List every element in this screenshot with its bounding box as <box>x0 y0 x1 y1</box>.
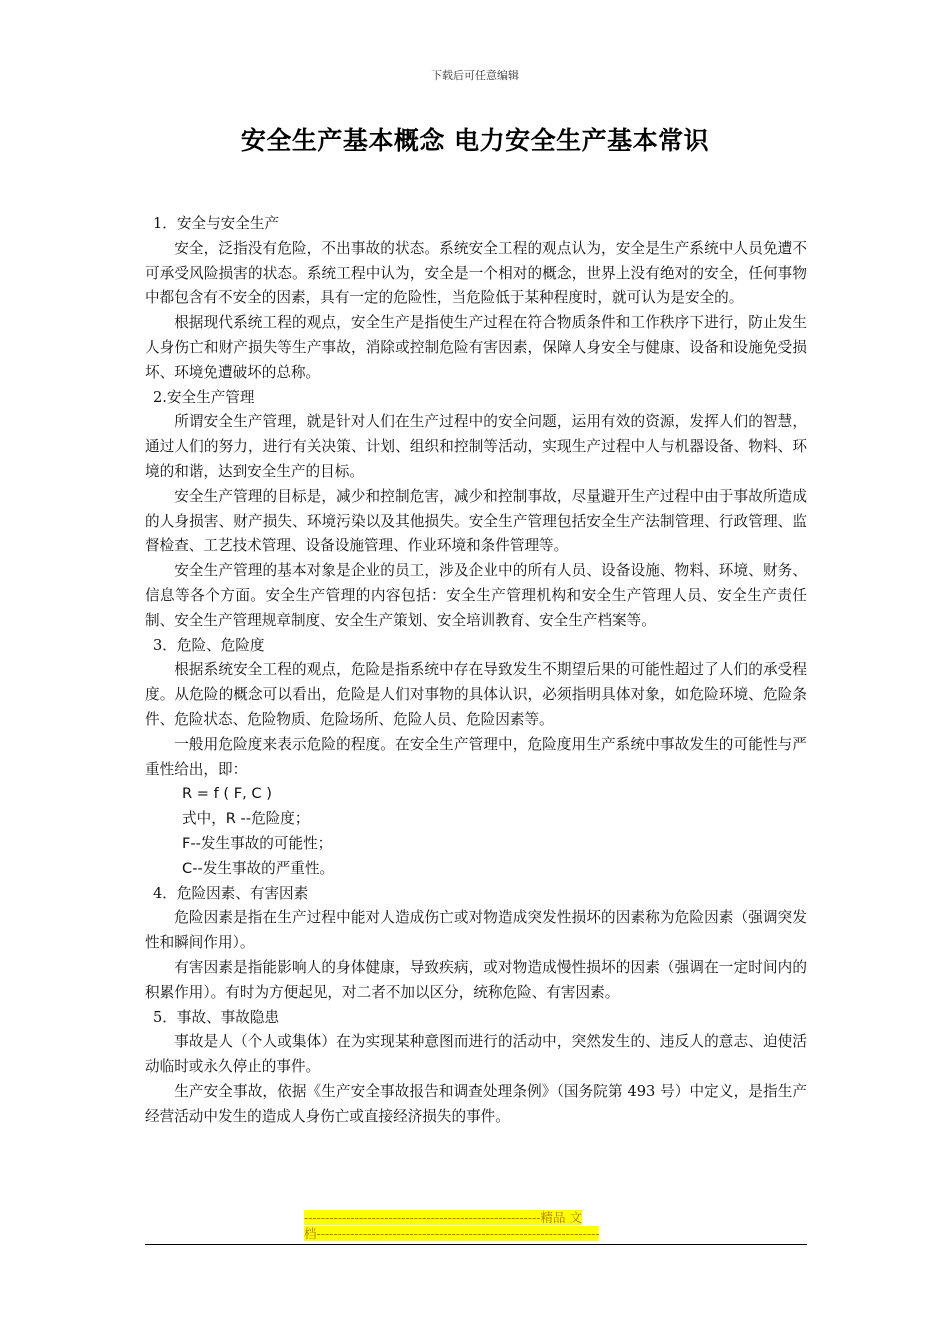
footer-divider <box>145 1244 807 1245</box>
document-body <box>145 212 807 1129</box>
body-paragraph: 一般用危险度来表示危险的程度。在安全生产管理中，危险度用生产系统中事故发生的可能性与严重性给出，即： <box>145 735 807 778</box>
section-heading: 5．事故、事故隐患 <box>153 1008 280 1026</box>
formula-line: F--发生事故的可能性； <box>182 834 333 852</box>
body-paragraph: 安全生产管理的基本对象是企业的员工，涉及企业中的所有人员、设备设施、物料、环境、财务、信息等各个方面。安全生产管理的内容包括：安全生产管理机构和安全生产管理人员、安全生产责任制、安全生产管理规章制度、安全生产策划、安全培训教育、安全生产档案等。 <box>145 562 807 629</box>
section-heading: 1．安全与安全生产 <box>153 215 280 232</box>
body-paragraph: 根据系统安全工程的观点，危险是指系统中存在导致发生不期望后果的可能性超过了人们的承受程度。从危险的概念可以看出，危险是人们对事物的具体认识，必须指明具体对象，如危险环境、危险条件、危险状态、危险物质、危险场所、危险人员、危险因素等。 <box>145 661 807 728</box>
section-heading: 3．危险、危险度 <box>153 636 265 654</box>
section-heading: 2.安全生产管理 <box>153 388 255 406</box>
header-note: 下载后可任意编辑 <box>431 69 519 82</box>
formula-line: 式中，R --危险度； <box>182 810 310 828</box>
body-paragraph: 事故是人（个人或集体）在为实现某种意图而进行的活动中，突然发生的、违反人的意志、迫使活动临时或永久停止的事件。 <box>145 1033 807 1076</box>
document-title: 安全生产基本概念 电力安全生产基本常识 <box>240 126 710 155</box>
footer-watermark-line-1: --------------------------------------------------------精品 文 <box>304 1210 582 1225</box>
formula-line: R = f ( F, C ) <box>182 785 272 803</box>
body-paragraph: 危险因素是指在生产过程中能对人造成伤亡或对物造成突发性损坏的因素称为危险因素（强调突发性和瞬间作用）。 <box>145 909 807 952</box>
formula-line: C--发生事故的严重性。 <box>182 859 335 877</box>
footer-watermark-line-2: 档------------------------------------------------------------------- <box>304 1226 600 1241</box>
section-heading: 4．危险因素、有害因素 <box>153 884 309 902</box>
body-paragraph: 根据现代系统工程的观点，安全生产是指使生产过程在符合物质条件和工作秩序下进行，防止发生人身伤亡和财产损失等生产事故，消除或控制危险有害因素，保障人身安全与健康、设备和设施免受损坏、环境免遭破坏的总称。 <box>145 314 807 381</box>
body-paragraph: 安全生产管理的目标是，减少和控制危害，减少和控制事故，尽量避开生产过程中由于事故所造成的人身损害、财产损失、环境污染以及其他损失。安全生产管理包括安全生产法制管理、行政管理、监督检查、工艺技术管理、设备设施管理、作业环境和条件管理等。 <box>145 487 807 555</box>
body-paragraph: 所谓安全生产管理，就是针对人们在生产过程中的安全问题，运用有效的资源，发挥人们的智慧，通过人们的努力，进行有关决策、计划、组织和控制等活动，实现生产过程中人与机器设备、物料、环境的和谐，达到安全生产的目标。 <box>145 413 807 480</box>
body-paragraph: 有害因素是指能影响人的身体健康，导致疾病，或对物造成慢性损坏的因素（强调在一定时间内的积累作用）。有时为方便起见，对二者不加以区分，统称危险、有害因素。 <box>145 958 807 1001</box>
body-paragraph: 生产安全事故，依据《生产安全事故报告和调查处理条例》（国务院第 493 号）中定义，是指生产经营活动中发生的造成人身伤亡或直接经济损失的事件。 <box>145 1082 807 1125</box>
body-paragraph: 安全，泛指没有危险，不出事故的状态。系统安全工程的观点认为，安全是生产系统中人员免遭不可承受风险损害的状态。系统工程中认为，安全是一个相对的概念，世界上没有绝对的安全，任何事物中都包含有不安全的因素，具有一定的危险性，当危险低于某种程度时，就可认为是安全的。 <box>145 239 807 307</box>
